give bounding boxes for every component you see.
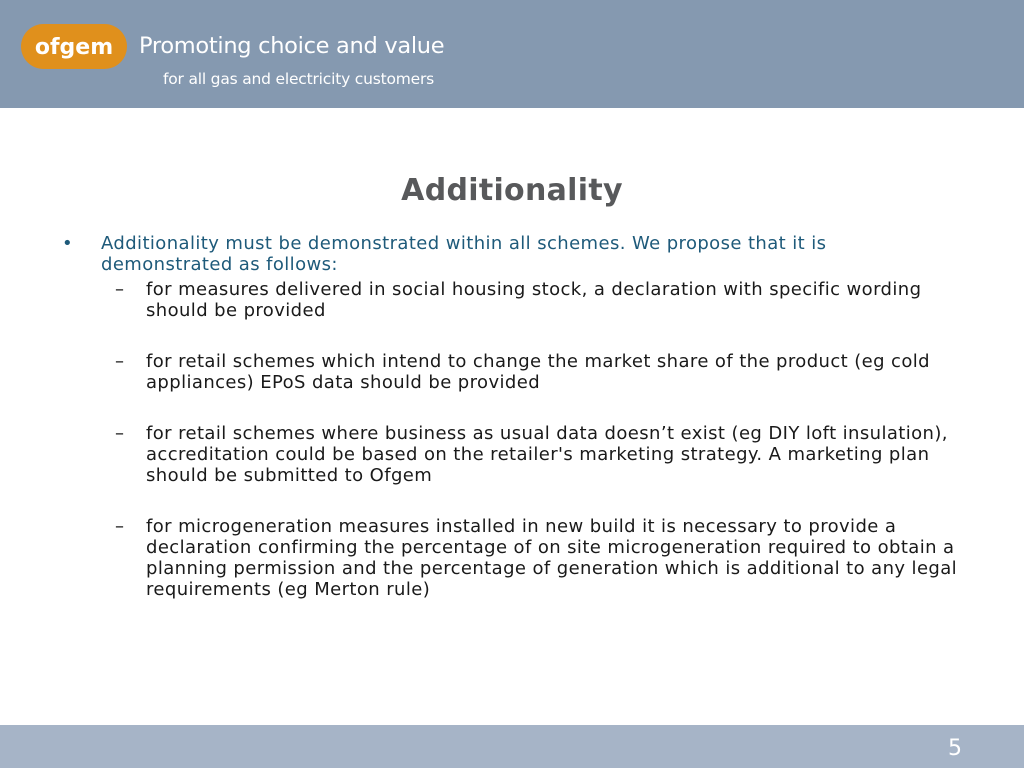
header-banner <box>0 0 1024 108</box>
dash-marker: – <box>115 351 125 372</box>
bullet-marker: • <box>62 233 74 254</box>
sub-bullet-item <box>62 516 962 600</box>
main-bullet <box>62 233 962 275</box>
sub-bullet-item <box>62 423 962 486</box>
subline: for all gas and electricity customers <box>163 70 435 88</box>
main-bullet-text: Additionality must be demonstrated within all schemes. We propose that it is demonstrated as follows: <box>101 233 827 275</box>
sub-bullet-item <box>62 351 962 393</box>
slide-body <box>62 233 962 630</box>
sub-bullet-text: for retail schemes where business as usual data doesn’t exist (eg DIY loft insulation), accreditation could be based on the retailer's marketing strategy. A marketing plan should be submitted to Ofgem <box>146 423 948 486</box>
slide-title: Additionality <box>401 173 623 208</box>
sub-bullet-item <box>62 279 962 321</box>
sub-bullet-text: for measures delivered in social housing stock, a declaration with specific wording should be provided <box>146 279 922 321</box>
ofgem-logo <box>21 24 127 69</box>
dash-marker: – <box>115 423 125 444</box>
sub-bullet-text: for microgeneration measures installed in new build it is necessary to provide a declaration confirming the percentage of on site microgeneration required to obtain a planning permission and the percentage of generation which is additional to any legal requirements (eg Merton rule) <box>146 516 958 600</box>
dash-marker: – <box>115 279 125 300</box>
tagline: Promoting choice and value <box>139 33 445 59</box>
page-number: 5 <box>948 736 962 761</box>
sub-bullet-text: for retail schemes which intend to change the market share of the product (eg cold appliances) EPoS data should be provided <box>146 351 930 393</box>
logo-text: ofgem <box>34 35 114 60</box>
dash-marker: – <box>115 516 125 537</box>
footer-bar <box>0 725 1024 768</box>
sub-bullet-list <box>62 279 962 600</box>
